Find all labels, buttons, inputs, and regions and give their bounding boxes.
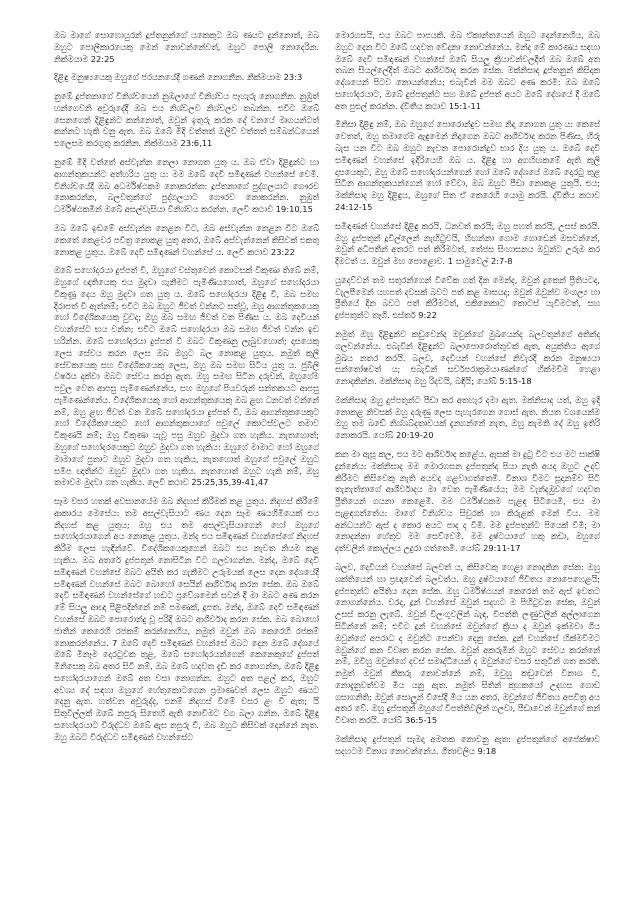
paragraph: ඔබ ඔබේ ඉඩමේ අස්වැන්න නෙළන විට, ඔබ අස්වැන්න නෙළන විට ඔබේ කෙතේ කෙළවර පවිත්‍ර නොකළ යුතු අතර, ඔබේ අස්වැන්නෙන් කිසිවක් එකතු නොකළ යුතුය. ඔබේ දෙවි සමිඳාණන් වහන්සේ ය. ලෙවී කථාව 23:22 <box>54 222 319 257</box>
paragraph: මක්නිසාද දුප්පතුන් සැමදා අමතක නොවනු ඇත: දුප්පතුන්ගේ අපේක්ෂාව සදහටම විනාශ නොවන්නේය. ගීතාවලිය 9:18 <box>335 733 600 756</box>
paragraph: ඔබ මාගේ සොහොයුරන් දූප්තනුන්ගේ යකෙකුට ඔබ ණයට දුන්නොත්, ඔබ ඔහුට පොලීකාරයෙකු මෙන් නොවන්නේවත්, ඔහුට පොලී නොදෙරින. නික්මයාම 22:25 <box>54 30 319 64</box>
paragraph: දිළිඳු මනුෂ්‍යයෙකු ඔහුගේ ජරයනයේදී ගණන් නොගනීන. නික්මයාම 23:3 <box>54 72 303 83</box>
right-column <box>335 30 600 878</box>
left-column <box>54 30 319 878</box>
paragraph: මොරගසයි, එය ඔබට පාපයකි. ඔබ ඒකාන්තයෙන් ඔහුට දෙන්නෙහිය, ඔබ ඔහුට දෙන විට ඔබේ හදවත වේදනා නොවන්නේය. මන්ද මේ කාරණය සඳහා ඔබේ දෙවි සමිඳාණන් වහන්සේ ඔබේ සියලු ක්‍රියාවන්වලදීත් ඔබ ඔබේ අත තබන සියල්ලේදීත් ඔබට ආශීර්වාද කරන සේක. මක්නිසාද දූප්තනුන් කිසිදාක දේශයෙන් පිටව නොයන්නේය; එබැවින් මම ඔබට අණ කරමි: ඔබ ඔබේ සහෝදරයාට, ඔබේ දුප්පතුන්ට සහ ඔබේ දුප්පත් අයට ඔබේ දේශයේ දී ඔබේ අත පුළුල් කරන්න. ද්විතීය කථාව 15:1-11 <box>335 30 600 111</box>
paragraph: සෑම වසර හතක් අවසානයේම ඔබ නිදහස් කිරීමක් කළ යුතුය. නිදහස් කිරීමේ ආකාරය මෙසේය: තම අසල්වැසියාට ණය දෙන සෑම ණයහිමියෙක් එය නිදහස් කළ යුතුය; ඔහු එය තම අසල්වැසියාගෙන් හෝ ඔහුගේ සහෝදරයාගෙන් අය නොකළ යුතුය. මන්ද එය සමිඳාණන් වහන්සේගේ නිදහස් කිරීම ලෙස හැඳින්වේ. විදේශිකයෙකුගෙන් ඔබට එය නැවත නියම කළ හැකිය. ඔබ අතරේ දුප්පතුන් නොසිටින විට ගලවාගන්න. මන්ද, ඔබේ දෙවි සමිඳාණන් වහන්සේ ඔබට අයිති කර ගැනීමට උරුමයක් ලෙස දෙන දේශයේදී සමිඳාණන් වහන්සේ ඔබට බොහෝ සෙයින් ආශීර්වාද කරන සේක. ඔබ ඔබේ දෙවි සමිඳාණන් වහන්සේගේ හඬට ප්‍රවේශමෙන් සවන් දී මා ඔබට අණ කරන මේ සියලු ආඥා පිළිපදින්නේ නම් පමණක්, දූපත. මන්ද, ඔබේ දෙවි සමිඳාණන් වහන්සේ ඔබට පොරොන්දු වූ පරිදි ඔබට ආශීර්වාද කරන සේක. ඔබ බොහෝ ජාතීන් කෙරෙහි රජකම් කරන්නෙහිය, නමුත් ඔවුන් ඔබ කෙරෙහි රජකම් නොකරන්නේය. 7 ඔබේ දෙවි සමිඳාණන් වහන්සේ ඔබට දෙන ඔබේ දේශයේ ඔබේ මිනෑම දොරටුවක තුළ, ඔබේ සහෝදරයන්ගෙන් කෙනෙකුගේ දුප්පත් මිනිසෙකු ඔබ අතර සිටි නම්, ඔබ ඔබේ හදවත දැඩි කර නොගන්න, ඔබේ දිළිඳු සහෝදරයාගෙන් ඔබේ අත වසා නොගන්න. ඔහුට අත පළල් කර, ඔහුට අවශ්‍ය දේ සඳහා ඔහුගේ හේතුකොටගෙන ප්‍රමාණවත් ලෙස ඔහුට ණයට දෙනු ඇත. හත්වන අවුරුද්ද, එනම් නිදහස් වීමේ වසර ළං වී ඇත; යි සිතුවිල්ලක් ඔබේ නපුරු සිතෙහි ඇති නොවීමට වග බලා ගන්න. ඔබේ දිළිඳු සහෝදරයාට විරුද්ධව ඔබේ ඇස නපුරු වී, ඔබ ඔහුට කිසිවක් දෙන්නේ නැත. ඔහු ඔබට විරුද්ධව සමිඳාණන් වහන්සේට <box>54 496 319 742</box>
paragraph: මිනිසා දිළිඳු නම්, ඔබ ඔහුගේ පොරොන්දුව සමඟ නිදා නොගත යුතු ය: කෙසේ වෙතත්, ඔහු තමාගේම ඇඳුමෙන් නිදාගෙන ඔබට ආශීර්වාද කරන පිණිස, හිරු බැස යන විට ඔබ ඔහුට නැවත පොරොන්දුව භාර දිය යුතු ය. ඔබේ දෙවි සමිඳාණන් වහන්සේ ඉදිරියෙහි ඔබ ය. දිළිඳු හා අගහිඟකමේ ඇති කුලී දාසයෙකුට, ඔහු ඔබේ සහෝදරයන්ගෙන් හෝ ඔබේ දේශයේ ඔබේ දොරටු තුළ සිටින ආගන්තුකයන්ගෙන් හෝ වේවා, ඔබ ඔහුට පීඩා නොකළ යුතුයි. එය; මක්නිසාද ඔහු දිළිඳුය, ඔහුගේ සිත ඒ කෙරෙහි යොමු කරයි. ද්විතීය කථාව 24:12-15 <box>335 119 600 212</box>
paragraph: කන මා ඇසූ කල, එය මට ආශීර්වාද කළේය. ඇසක් මා දුටු විට එය මට සාක්ෂි දුන්නේය: මක්නිසාද මම මොරගසන දුප්පතුන්ද පියා නැති අයද ඔහුට උදව් කිරීමට කිසිවෙකු නැති අයවද ගළවාගත්තෙමි. විනාශ වීමට සූදානම්ව සිටි තැනැත්තාගේ ආශීර්වාදය මා වෙත පැමිණියේය; මම වැන්දඹුවගේ හදවත ප්‍රීතියෙන් ගයනා කෙළෙමි. මම ධර්මිෂ්ඨකම පැළඳ සිටියෙමි, එය මා පැළඳගත්තේය: මාගේ විනිශ්චය සිවුරක් හා කිරුළක් මෙන් විය. මම අන්ධයන්ට ඇස් ද කොර අයට පාද ද වීමි. මම දුප්පතුන්ට පියෙක් වීමි; මා නොදන්නා හේතුව මම සෙව්වෙමි. මම දුෂ්ටයාගේ හකු කඩා, ඔහුගේ දත්වලින් කොල්ලය උදුරා ගත්තෙමි. යෝබ් 29:11-17 <box>335 449 600 554</box>
paragraph: බලව, දෙවියන් වහන්සේ බලවත් ය, කිසිවෙකු හෙළා නොදකින සේක: ඔහු ශක්තියෙන් හා ප්‍රඥාවෙන් බලවත්ය. ඔහු දුෂ්ටයාගේ ජීවිතය නොපෙහෙළයි; දුප්පතුන්ට අයිතිය දෙන සේක. ඔහු ධර්මිෂ්ඨයන් කෙරෙන් තම ඇස් ඉවතට නොගන්නේය. වරද, දූන් වහන්සේ ඔවුන් සදහට ම පිහිටුවන සේක, ඔවුන් උසස් කරනු ලැබේ. ඔවුන් විලංගුවලින් බැඳ, විපත්ති ලණුවලින් අල්ලාගෙන සිටින්නේ නම්; එවිට දූන් වහන්සේ ඔවුන්ගේ ක්‍රියා ද ඔවුන් ඉක්මවා ගිය ඔවුන්ගේ අපරාධ ද ඔවුන්ට පෙන්වා දෙනු සේක. දූන් වහන්සේ හික්මවීමට ඔවුන්ගේ කන විවෘත කරන සේක. ඔවුන් අකරුමින් ඔහුට සේවය කරන්නේ නම්, ඔවිහු ඔවුන්ගේ දවස් සමෘද්ධියෙන් ද ඔවුන්ගේ වසර සතුටින් ගත කරති. නමුත් ඔවුන් කීකරු නොවන්නේ නම්, ඔවුහු කඩුවෙන් විනාශ වී, නොදැනුවත්වම මිය යනු ඇත. නමුත් සිතින් කුහකයෝ උදහස ගොඩ ගසාගනිති; ඔවුන් සොලුන් විසේදී මිය යන අතර, ඔවුන්ගේ ජීවිතය අපවිත්‍ර අය අතර වේ. ඔහු දුප්පතුන් ඔහුගේ විපත්තිවලින් ගලවා, පීඩාවෙන් ඔවුන්ගේ කන් විවෘත කරයි. යෝබ් 36:5-15 <box>335 562 600 726</box>
paragraph: සමිඳාණන් වහන්සේ දිළිඳු කරයි, ධනවත් කරයි; ඔහු පහත් කරයි, උසස් කරයි. ඔහු දුප්පතුන් දූවිල්ලෙන් නැඟිටුවයි, හිඟන්නා ගොම ගොඩෙන් ඔසවන්නේ, ඔවුන් අධිපතීන් අතරට පත් කිරීමටත්, තේජස සිංහාසනය ඔවුන්ට උරුම කර දීමටත් ය. ඔවුන් මහ පොළොව. 1 සාමුවෙල් 2:7-8 <box>335 220 600 267</box>
paragraph: නුඹේ දූප්තනාගේ විනිශ්චයෙන් නුඹලාගේ විනිශ්චය පෑහැරු නොගනීන. නුඹුත් හන්ගෙවනි අවුරුදේදී ඔබ එය නිශ්චලව නිශ්චලව තබන්න. එවිට ඔබේ සෙනගෙන් දිළිඳුන්ට කන්නොත්, ඔවුන් ඉතුරු කරන දේ වනයේ මෘගයන්ටත් කන්නට හැකි වනු ඇත. ඔබ ඔබේ මිදි වත්තත් ඔලිව් වත්තත් සම්බන්ධයෙන් එලෙසම කරගුතු කරනින. නික්මයාම 23:6,11 <box>54 91 319 149</box>
paragraph: යුදෙව්වන් තම සතුරන්ගෙන් විවේක ගත් දින මෙන්ද, ඔවුන් දුකෙන් ප්‍රීතියටද, වැලපීමෙන් යහපත් දවසක් බවට පත් කළ මාසයද; ඔවුන් ඔවුන්ව මංගල්‍ය හා ප්‍රීතියේ දින බවට පත් කිරීමටත්, එකිනෙකාට කොටස් යැවීමටත්, සහ දුප්පතුන්ට තෑගි. එස්තර් 9:22 <box>335 274 600 321</box>
paragraph: නුඹේ මිදි වත්තේ අස්වැන්න නෙලා නොගත යුතු ය. ඔබ ඒවා දිළිඳුන්ට හා ආගන්තුකයන්ට අත්හරිය යුතු ය: මම ඔබේ දෙවි සමිඳාණන් වහන්සේ වෙමි. විනිශ්චයේදී ඔබ අධර්මිෂ්ඨකම නොකරන්න: දූප්තනාගේ පුද්ගලයාට ගෞරව නොකරන්න, බලවතුන්ගේ පුද්ගලයාට ගෞරව නොකරන්න. නුඹුත් ධර්මිෂ්ඨකමින් ඔබේ අසල්වැසියා විනිශ්චය කරන්න. ලෙවී කථාව 19:10,15 <box>54 157 319 215</box>
paragraph: ඔබේ සහෝදරයා දුප්පත් වී, ඔහුගේ වස්තුවෙන් කොටසක් විකුණා තිබේ නම්, ඔහුගේ ඥාතියෙකු එය මුදවා ගැනීමට පැමිණියහොත්, ඔහුගේ සහෝදරයා විකුණූ දෙය ඔහු මුදවා ගත යුතු ය. ඔබේ සහෝදරයා දිළිඳු වී, ඔබ සමඟ දිරාපත් වී ඇත්නම්; එවිට ඔබ ඔහුට ජීවත් වන්නට සත්වූ, ඔහු ආගන්තුකයෙකු හෝ විදේශිකයෙකු වුවද; ඔහු ඔබ සමඟ ජීවත් වන පිණිස ය. ඔබ දෙවියන් වහන්සේට භය වන්න; එවිට ඔබේ සහෝදරයා ඔබ සමඟ ජීවත් වන්න ඉඩ හරින්න. ඔබේ සහෝදරයා දුප්පත් වී ඔබට විකුණනු ලැබුවහොත්; දාසයෙකු ලෙස සේවය කරන ලෙස ඔබ ඔහුට බල නොකළ යුතුය. නමුත් කුලී සේවකයෙකු සහ විදේශිකයෙකු ලෙස, ඔහු ඔබ සමඟ සිටිය යුතු ය. ජුබිලි වර්ෂය දක්වා ඔබට සේවය කරනු ඇත. ඔහු සමඟ සිටින දරුවන්, ඔහුගේම පවුල වෙත ආපසු පැමිණෙන්නේය, සහ ඔහුගේ පියවරුන් සන්තකයට ආපසු පැමිණෙන්නේය. විදේශිකයෙකු හෝ ආගන්තුකයෙකු ඔබ ළඟ ධනවත් වන්නේ නම්, ඔහු ළඟ ජීවත් වන ඔබේ සහෝදරයා දුප්පත් වී, ඔබ ආගන්තුකයෙකුට හෝ විදේශිකයෙකුට හෝ ආගන්තුකයාගේ පවුලේ කොටස්වලට තමාව විකුණයි නම්; ඔහු විකුණා යැවූ පසු ඔහුව මුදවා ගත හැකිය. නැතහොත්; ඔහුගේ සහෝදරයෙකුට ඔහුව මුදවා ගත හැකිය: ඔහුගේ මාමාට හෝ ඔහුගේ මාමාගේ පුතාට ඔහුව මුදවා ගත හැකිය, නැතහොත් ඔහුගේ පවුලේ ඔහුට සමීප ඥාතීන්ට ඔහුව මුදවා ගත හැකිය. නැතහොත් ඔහුට හැකි නම්, ඔහු තමාවම මුදවා ගත හැකිය. ලෙවී කථාව 25:25,35,39-41,47 <box>54 265 319 488</box>
paragraph: මක්නිසාද ඔහු දුප්පතුන්ට පීඩා කර අතහැර දමා ඇත. මක්නිසාද යත්, ඔහු ඉදි නොකළ නිවසක් ඔහු දරුණු ලෙස පැහැරගෙන ගොස් ඇත. නියත වශයෙන්ම ඔහු තම බඩේ නිශ්ශබ්දතාවයක් දැනගන්නේ නැත, ඔහු කැමති දේ ඔහු ඉතිරි නොකරයි. යෝබ් 20:19-20 <box>335 394 600 441</box>
paragraph: නමුත් ඔහු දිළිඳුන්ව කඩුවෙන්ද ඔවුන්ගේ මුඛයෙන්ද බලවතුන්ගේ අතින්ද ගලවන්නේය. එබැවින් දිළිඳුන්ට බලාපොරොත්තුවක් ඇත, අයුක්තිය ඇගේ මුඛය නතර කරයි. බලව, දෙවියන් වහන්සේ නිවැරදි කරන මනුෂ්‍යයා සන්තෝෂවත් ය; එබැවින් සර්වපරාක්‍රමයාණන්ගේ හික්මවීම හෙළා නොදකින්න. මක්නිසාද ඔහු රිදවයි, බඳියි; යෝබ් 5:15-18 <box>335 328 600 387</box>
